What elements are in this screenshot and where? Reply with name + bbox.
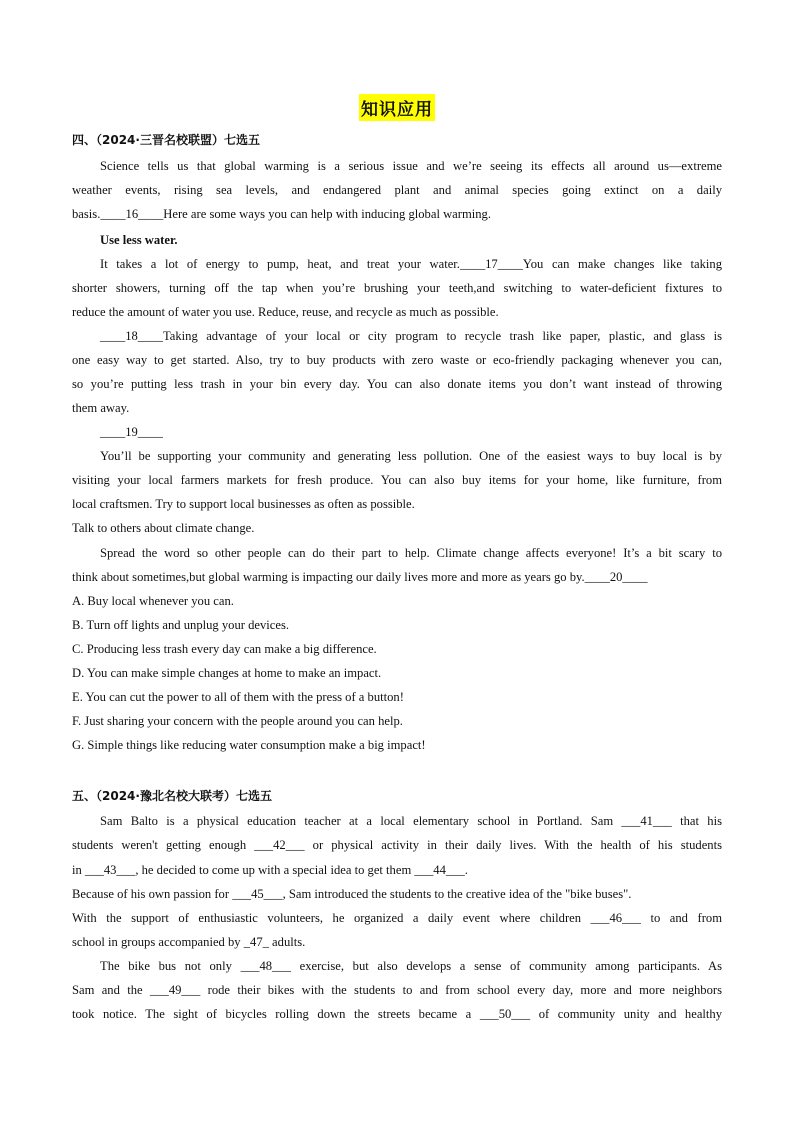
paragraph-line: students weren't getting enough ___42___ or physical activity in their daily lives. With the health of his students <box>72 838 722 852</box>
paragraph-line: weather events, rising sea levels, and endangered plant and animal species going extinct on a daily <box>72 183 722 197</box>
paragraph-line: The bike bus not only ___48___ exercise, but also develops a sense of community among participants. As <box>100 959 722 973</box>
paragraph-line: Sam and the ___49___ rode their bikes with the students to and from school every day, more and more neighbors <box>72 983 722 997</box>
paragraph-line: basis.____16____Here are some ways you can help with inducing global warming. <box>72 207 492 221</box>
paragraph-line: Sam Balto is a physical education teacher at a local elementary school in Portland. Sam ___41___ that his <box>100 814 722 828</box>
option-e: E. You can cut the power to all of them with the press of a button! <box>72 690 404 704</box>
option-c: C. Producing less trash every day can make a big difference. <box>72 642 377 656</box>
paragraph-line: local craftsmen. Try to support local businesses as often as possible. <box>72 497 415 511</box>
paragraph-line: Because of his own passion for ___45___, Sam introduced the students to the creative idea of the "bike buses". <box>72 887 632 901</box>
blank-19: ____19____ <box>100 425 163 439</box>
paragraph-line: in ___43___, he decided to come up with a special idea to get them ___44___. <box>72 863 468 877</box>
section-5-heading: 五、（2024·豫北名校大联考）七选五 <box>72 789 272 803</box>
paragraph-line: took notice. The sight of bicycles rolling down the streets became a ___50___ of community unity and healthy <box>72 1007 722 1021</box>
option-d: D. You can make simple changes at home to make an impact. <box>72 666 382 680</box>
section-4-heading: 四、（2024·三晋名校联盟）七选五 <box>72 133 260 147</box>
paragraph-line: It takes a lot of energy to pump, heat, and treat your water.____17____You can make changes like taking <box>100 257 722 271</box>
page-title: 知识应用 <box>359 94 435 121</box>
paragraph-line: ____18____Taking advantage of your local or city program to recycle trash like paper, plastic, and glass is <box>100 329 722 343</box>
paragraph-line: think about sometimes,but global warming is impacting our daily lives more and more as years go by.____20____ <box>72 570 648 584</box>
paragraph-line: With the support of enthusiastic volunteers, he organized a daily event where children ___46___ to and from <box>72 911 722 925</box>
subheading-use-less-water: Use less water. <box>100 233 178 247</box>
option-g: G. Simple things like reducing water consumption make a big impact! <box>72 738 426 752</box>
subheading-talk-to-others: Talk to others about climate change. <box>72 521 255 535</box>
paragraph-line: Science tells us that global warming is a serious issue and we’re seeing its effects all around us—extreme <box>100 159 722 173</box>
paragraph-line: shorter showers, turning off the tap when you’re brushing your teeth,and switching to water-deficient fixtures to <box>72 281 722 295</box>
paragraph-line: Spread the word so other people can do their part to help. Climate change affects everyone! It’s a bit scary to <box>100 546 722 560</box>
option-f: F. Just sharing your concern with the people around you can help. <box>72 714 403 728</box>
paragraph-line: reduce the amount of water you use. Reduce, reuse, and recycle as much as possible. <box>72 305 499 319</box>
paragraph-line: so you’re putting less trash in your bin every day. You can also donate items you don’t want instead of throwing <box>72 377 722 391</box>
option-b: B. Turn off lights and unplug your devices. <box>72 618 290 632</box>
paragraph-line: visiting your local farmers markets for fresh produce. You can also buy items for your home, like furniture, from <box>72 473 722 487</box>
option-a: A. Buy local whenever you can. <box>72 594 234 608</box>
paragraph-line: one easy way to get started. Also, try to buy products with zero waste or eco-friendly packaging whenever you can, <box>72 353 722 367</box>
paragraph-line: them away. <box>72 401 130 415</box>
paragraph-line: school in groups accompanied by _47_ adults. <box>72 935 306 949</box>
paragraph-line: You’ll be supporting your community and generating less pollution. One of the easiest ways to buy local is by <box>100 449 722 463</box>
